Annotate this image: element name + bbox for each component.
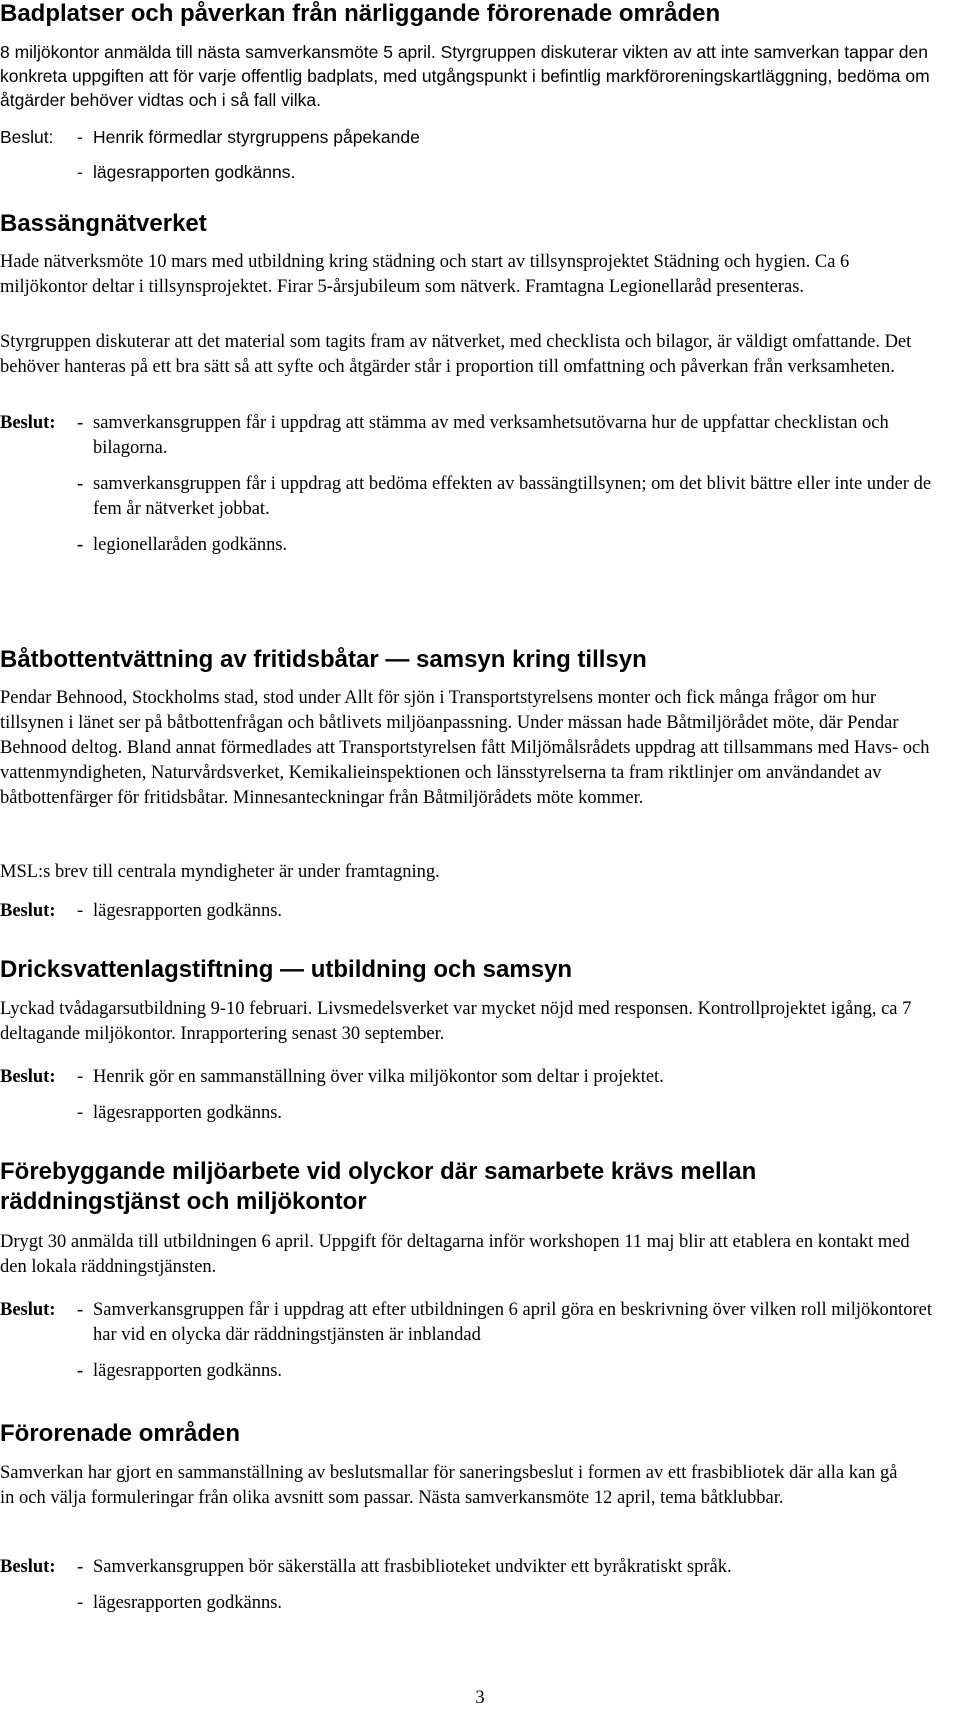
bullet-dash: - — [77, 474, 84, 494]
decision-block — [0, 899, 950, 924]
decision-text: lägesrapporten godkänns. — [93, 162, 296, 182]
bullet-dash: - — [77, 901, 84, 921]
decision-item — [0, 1359, 950, 1384]
decision-item — [0, 160, 950, 184]
bullet-dash: - — [77, 162, 83, 182]
decision-item — [0, 1591, 950, 1616]
paragraph: Hade nätverksmöte 10 mars med utbildning kring städning och start av tillsynsprojektet Städning och hygien. Ca 6 miljökontor deltar i tillsynsprojektet. Firar 5-årsjubileum som nätverk. Framtagna Legionellaråd presenteras. — [0, 252, 850, 297]
section-heading: Förorenade områden — [0, 1420, 241, 1447]
decision-label: Beslut: — [0, 1557, 56, 1577]
decision-item — [0, 533, 950, 558]
decision-label: Beslut: — [0, 901, 56, 921]
section-heading: Bassängnätverket — [0, 210, 207, 237]
bullet-dash: - — [77, 1103, 84, 1123]
decision-block — [0, 1065, 950, 1126]
decision-item — [0, 1101, 950, 1126]
decision-item — [0, 1298, 950, 1348]
decision-text: Henrik förmedlar styrgruppens påpekande — [93, 127, 420, 147]
decision-block — [0, 1298, 950, 1384]
paragraph: Drygt 30 anmälda till utbildningen 6 april. Uppgift för deltagarna inför workshopen 11 maj blir att etablera en kontakt med den lokala räddningstjänsten. — [0, 1232, 910, 1277]
decision-block — [0, 1555, 950, 1616]
decision-label: Beslut: — [0, 1300, 56, 1320]
decision-label: Beslut: — [0, 1067, 56, 1087]
decision-item — [0, 411, 950, 461]
paragraph: Styrgruppen diskuterar att det material som tagits fram av nätverket, med checklista och bilagor, är väldigt omfattande. Det behöver hanteras på ett bra sätt så att syfte och åtgärder står i proportion till omfattning och påverkan från verksamheten. — [0, 332, 912, 377]
decision-text: lägesrapporten godkänns. — [93, 1103, 283, 1123]
decision-block — [0, 411, 950, 558]
section-heading: Badplatser och påverkan från närliggande förorenade områden — [0, 0, 721, 27]
decision-text: Samverkansgruppen bör säkerställa att frasbiblioteket undvikter ett byråkratiskt språk. — [93, 1557, 732, 1577]
paragraph: Lyckad tvådagarsutbildning 9-10 februari. Livsmedelsverket var mycket nöjd med responsen. Kontrollprojektet igång, ca 7 deltagande miljökontor. Inrapportering senast 30 september. — [0, 999, 912, 1044]
decision-item — [0, 899, 950, 924]
bullet-dash: - — [77, 127, 83, 147]
decision-text: samverkansgruppen får i uppdrag att bedöma effekten av bassängtillsynen; om det blivit bättre eller inte under de fem år nätverket jobbat. — [93, 474, 932, 519]
decision-text: Samverkansgruppen får i uppdrag att efter utbildningen 6 april göra en beskrivning över vilken roll miljökontoret har vid en olycka där räddningstjänsten är inblandad — [93, 1300, 932, 1345]
bullet-dash: - — [77, 535, 84, 555]
decision-text: Henrik gör en sammanställning över vilka miljökontor som deltar i projektet. — [93, 1067, 664, 1087]
decision-text: lägesrapporten godkänns. — [93, 1593, 283, 1613]
paragraph: Pendar Behnood, Stockholms stad, stod under Allt för sjön i Transportstyrelsens monter och fick många frågor om hur tillsynen i länet ser på båtbottenfrågan och båtlivets miljöanpassning. Under mässan hade Båtmiljörådet möte, där Pendar Behnood deltog. Bland annat förmedlades att Transportstyrelsen fått Miljömålsrådets uppdrag att tillsammans med Havs- och vattenmyndigheten, Naturvårdsverket, Kemikalieinspektionen och länsstyrelserna ta fram riktlinjer om användandet av båtbottenfärger för fritidsbåtar. Minnesanteckningar från Båtmiljörådets möte kommer. — [0, 688, 930, 808]
decision-item — [0, 1555, 950, 1580]
decision-text: samverkansgruppen får i uppdrag att stämma av med verksamhetsutövarna hur de uppfattar checklistan och bilagorna. — [93, 413, 889, 458]
bullet-dash: - — [77, 1300, 84, 1320]
section-heading: Båtbottentvättning av fritidsbåtar — samsyn kring tillsyn — [0, 646, 647, 673]
decision-item — [0, 125, 950, 149]
decision-label: Beslut: — [0, 127, 54, 147]
decision-text: legionellaråden godkänns. — [93, 535, 288, 555]
bullet-dash: - — [77, 1067, 84, 1087]
paragraph: 8 miljökontor anmälda till nästa samverkansmöte 5 april. Styrgruppen diskuterar vikten av att inte samverkan tappar den konkreta uppgiften att för varje offentlig badplats, med utgångspunkt i befintlig markföroreningskartläggning, bedöma om åtgärder behöver vidtas och i så fall vilka. — [0, 42, 930, 110]
decision-text: lägesrapporten godkänns. — [93, 901, 283, 921]
page-number: 3 — [475, 1688, 485, 1708]
decision-item — [0, 1065, 950, 1090]
bullet-dash: - — [77, 1361, 84, 1381]
bullet-dash: - — [77, 1593, 84, 1613]
decision-text: lägesrapporten godkänns. — [93, 1361, 283, 1381]
bullet-dash: - — [77, 1557, 84, 1577]
section-heading: Dricksvattenlagstiftning — utbildning och samsyn — [0, 956, 573, 983]
paragraph: MSL:s brev till centrala myndigheter är under framtagning. — [0, 862, 440, 882]
decision-block — [0, 125, 950, 184]
paragraph: Samverkan har gjort en sammanställning av beslutsmallar för saneringsbeslut i formen av ett frasbibliotek där alla kan gå in och välja formuleringar från olika avsnitt som passar. Nästa samverkansmöte 12 april, tema båtklubbar. — [0, 1463, 898, 1508]
decision-label: Beslut: — [0, 413, 56, 433]
section-heading: Förebyggande miljöarbete vid olyckor där samarbete krävs mellan räddningstjänst och miljökontor — [0, 1158, 757, 1215]
bullet-dash: - — [77, 413, 84, 433]
decision-item — [0, 472, 950, 522]
